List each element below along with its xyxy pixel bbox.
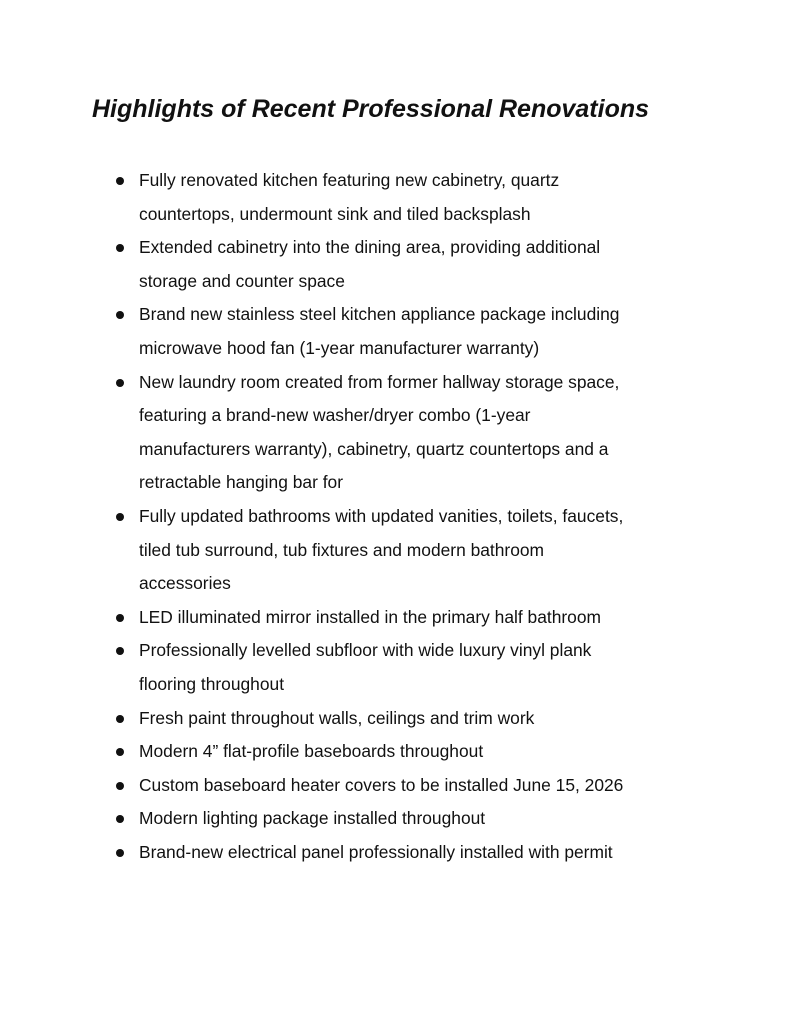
list-item-text: New laundry room created from former hallway storage space,	[139, 371, 620, 392]
list-item	[0, 634, 790, 701]
list-item-text: Extended cabinetry into the dining area, providing additional	[139, 237, 601, 258]
list-item-text: accessories	[139, 573, 231, 594]
list-item-text: Professionally levelled subfloor with wide luxury vinyl plank	[139, 640, 592, 661]
list-item-text: storage and counter space	[139, 270, 345, 291]
list-item-text: manufacturers warranty), cabinetry, quartz countertops and a	[139, 438, 609, 459]
highlights-list	[0, 164, 790, 869]
list-item	[0, 836, 790, 870]
list-item-text: Modern 4” flat-profile baseboards throughout	[139, 741, 484, 762]
bullet-icon	[116, 815, 124, 823]
list-item-text: Modern lighting package installed throughout	[139, 808, 486, 829]
list-item	[0, 702, 790, 736]
page-title: Highlights of Recent Professional Renovations	[92, 95, 650, 123]
list-item	[0, 366, 790, 500]
bullet-icon	[116, 311, 124, 319]
list-item-text: Fresh paint throughout walls, ceilings and trim work	[139, 707, 535, 728]
list-item	[0, 500, 790, 601]
list-item	[0, 298, 790, 365]
list-item	[0, 601, 790, 635]
list-item-text: LED illuminated mirror installed in the primary half bathroom	[139, 606, 602, 627]
list-item-text: Brand new stainless steel kitchen appliance package including	[139, 304, 620, 325]
list-item	[0, 802, 790, 836]
bullet-icon	[116, 647, 124, 655]
list-item	[0, 164, 790, 231]
list-item-text: Fully updated bathrooms with updated vanities, toilets, faucets,	[139, 505, 624, 526]
list-item-text: Fully renovated kitchen featuring new cabinetry, quartz	[139, 170, 560, 190]
bullet-icon	[116, 748, 124, 756]
list-item-text: countertops, undermount sink and tiled backsplash	[139, 203, 531, 224]
list-item-text: retractable hanging bar for	[139, 472, 343, 493]
bullet-icon	[116, 849, 124, 857]
bullet-icon	[116, 513, 124, 521]
list-item	[0, 735, 790, 769]
bullet-icon	[116, 715, 124, 723]
bullet-icon	[116, 782, 124, 790]
bullet-icon	[116, 379, 124, 387]
list-item	[0, 769, 790, 803]
list-item-text: microwave hood fan (1-year manufacturer warranty)	[139, 337, 540, 358]
list-item-text: Custom baseboard heater covers to be installed June 15, 2026	[139, 774, 624, 795]
list-item-text: Brand-new electrical panel professionally installed with permit	[139, 841, 613, 862]
bullet-icon	[116, 244, 124, 252]
bullet-icon	[116, 177, 124, 185]
list-item-text: tiled tub surround, tub fixtures and modern bathroom	[139, 539, 545, 560]
bullet-icon	[116, 614, 124, 622]
list-item-text: flooring throughout	[139, 673, 285, 694]
list-item	[0, 231, 790, 298]
list-item-text: featuring a brand-new washer/dryer combo (1-year	[139, 405, 531, 426]
